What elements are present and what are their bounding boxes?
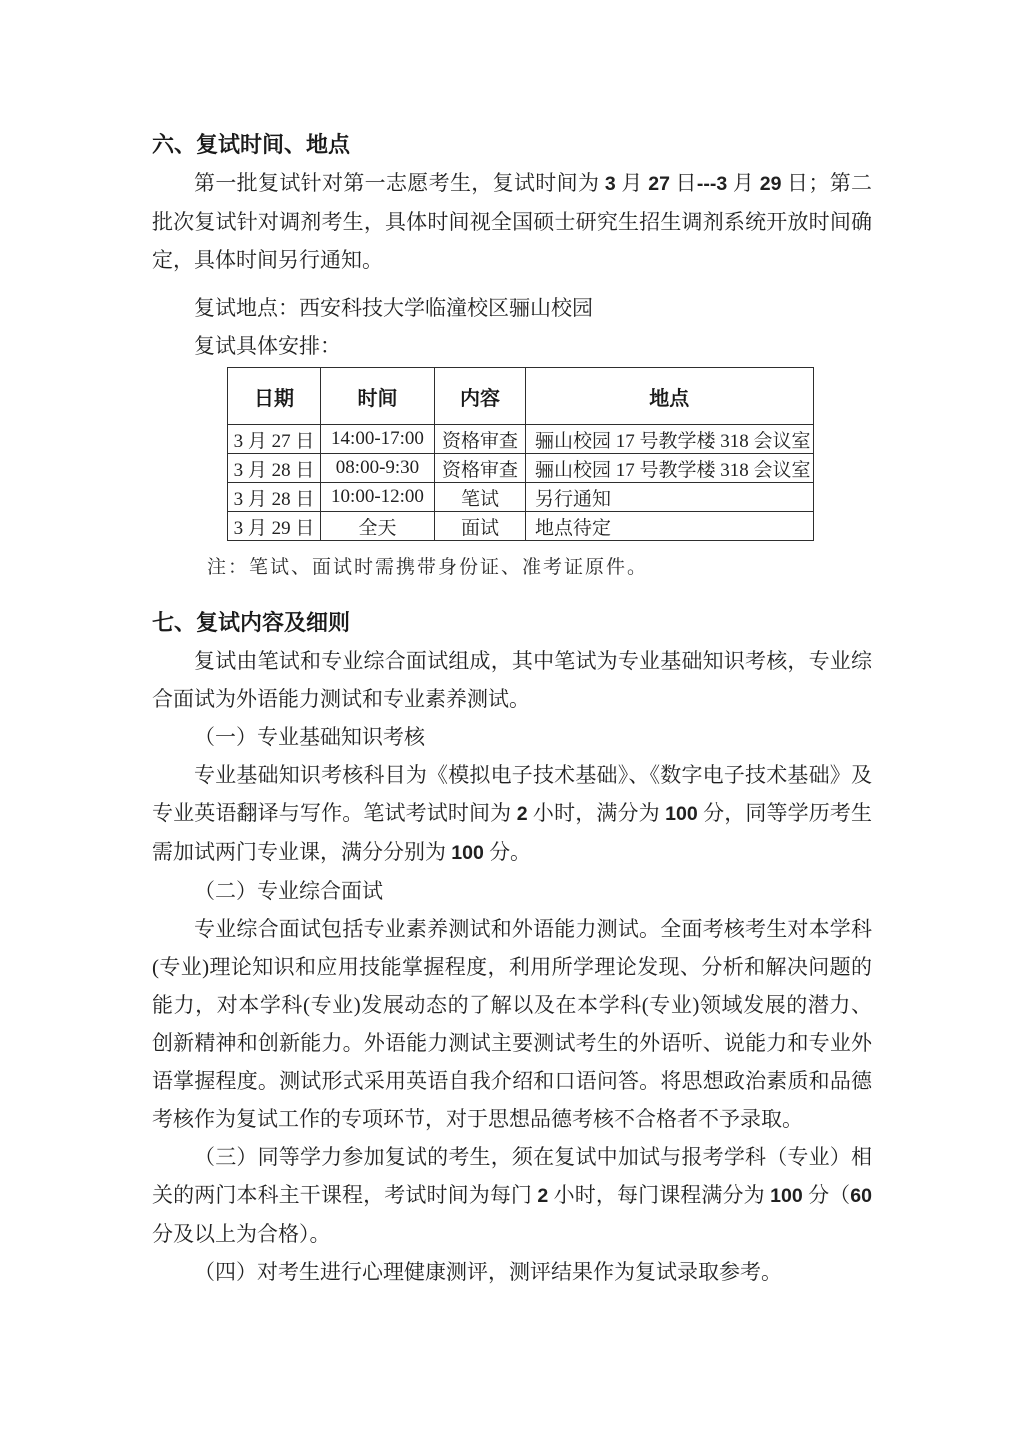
cell-time: 全天 bbox=[321, 512, 435, 541]
exam-schedule-label: 复试具体安排： bbox=[194, 334, 341, 358]
exam-location-line: 复试地点：西安科技大学临潼校区骊山校园 bbox=[194, 296, 593, 320]
section-6-paragraph-1: 第一批复试针对第一志愿考生，复试时间为 3 月 27 日---3 月 29 日；第二批次复试针对调剂考生，具体时间视全国硕士研究生招生调剂系统开放时间确定，具体时间另行通知。 bbox=[152, 171, 873, 272]
cell-time: 14:00-17:00 bbox=[321, 425, 435, 454]
cell-time: 10:00-12:00 bbox=[321, 483, 435, 512]
section-7-paragraph-1: 复试由笔试和专业综合面试组成，其中笔试为专业基础知识考核，专业综合面试为外语能力测试和专业素养测试。 bbox=[152, 649, 872, 711]
section-7-paragraph-3: 专业综合面试包括专业素养测试和外语能力测试。全面考核考生对本学科(专业)理论知识和应用技能掌握程度，利用所学理论发现、分析和解决问题的能力，对本学科(专业)发展动态的了解以及在本学科(专业)领域发展的潜力、创新精神和创新能力。外语能力测试主要测试考生的外语听、说能力和专业外语掌握程度。测试形式采用英语自我介绍和口语问答。将思想政治素质和品德考核作为复试工作的专项环节，对于思想品德考核不合格者不予录取。 bbox=[152, 917, 872, 1131]
cell-content: 笔试 bbox=[435, 483, 526, 512]
table-header-date: 日期 bbox=[228, 368, 321, 425]
cell-place: 另行通知 bbox=[526, 483, 814, 512]
cell-content: 资格审查 bbox=[435, 454, 526, 483]
exam-schedule-table bbox=[227, 367, 814, 541]
section-7-paragraph-4: （三）同等学力参加复试的考生，须在复试中加试与报考学科（专业）相关的两门本科主干课程，考试时间为每门 2 小时，每门课程满分为 100 分（60 分及以上为合格）。 bbox=[152, 1145, 873, 1246]
subsection-1-heading: （一）专业基础知识考核 bbox=[194, 725, 425, 749]
cell-content: 资格审查 bbox=[435, 425, 526, 454]
cell-content: 面试 bbox=[435, 512, 526, 541]
table-header-content: 内容 bbox=[435, 368, 526, 425]
table-row bbox=[228, 454, 814, 483]
table-header-row bbox=[228, 368, 814, 425]
cell-place: 地点待定 bbox=[526, 512, 814, 541]
cell-place: 骊山校园 17 号教学楼 318 会议室 bbox=[526, 425, 814, 454]
table-header-time: 时间 bbox=[321, 368, 435, 425]
table-header-place: 地点 bbox=[526, 368, 814, 425]
cell-date: 3 月 28 日 bbox=[228, 483, 321, 512]
cell-date: 3 月 29 日 bbox=[228, 512, 321, 541]
table-row bbox=[228, 512, 814, 541]
section-7-paragraph-5: （四）对考生进行心理健康测评，测评结果作为复试录取参考。 bbox=[194, 1260, 782, 1284]
table-row bbox=[228, 483, 814, 512]
section-6-heading: 六、复试时间、地点 bbox=[152, 132, 351, 157]
table-note: 注：笔试、面试时需携带身份证、准考证原件。 bbox=[207, 557, 649, 578]
cell-date: 3 月 27 日 bbox=[228, 425, 321, 454]
cell-time: 08:00-9:30 bbox=[321, 454, 435, 483]
section-7-paragraph-2: 专业基础知识考核科目为《模拟电子技术基础》、《数字电子技术基础》及专业英语翻译与写作。笔试考试时间为 2 小时，满分为 100 分，同等学历考生需加试两门专业课，满分分别为 100 分。 bbox=[152, 763, 873, 864]
section-7-heading: 七、复试内容及细则 bbox=[152, 610, 351, 635]
table-row bbox=[228, 425, 814, 454]
subsection-2-heading: （二）专业综合面试 bbox=[194, 879, 383, 903]
cell-date: 3 月 28 日 bbox=[228, 454, 321, 483]
cell-place: 骊山校园 17 号教学楼 318 会议室 bbox=[526, 454, 814, 483]
